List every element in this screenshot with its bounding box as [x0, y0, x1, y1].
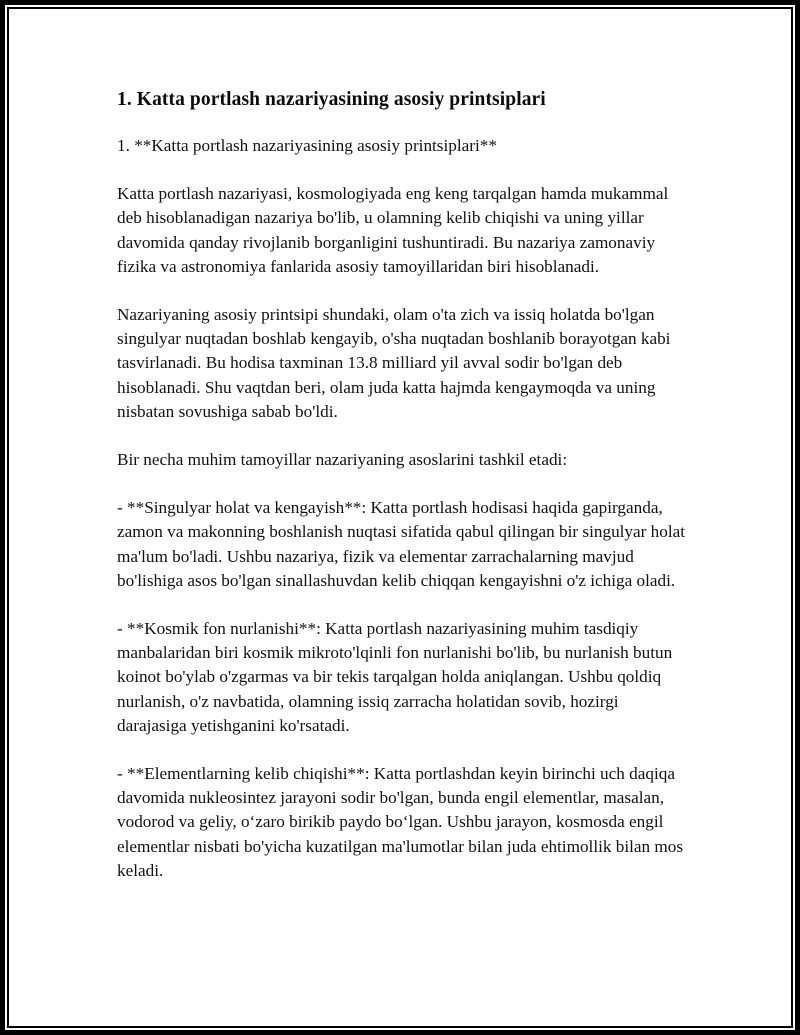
paragraph-list-lead-in: Bir necha muhim tamoyillar nazariyaning asoslarini tashkil etadi: — [117, 450, 568, 470]
list-item-singularity: - **Singulyar holat va kengayish**: Katta portlash hodisasi haqida gapirganda, zamon va makonning boshlanish nuqtasi sifatida qabul qilingan bir singulyar holat ma'lum bo'ladi. Ushbu nazariya, fizik va elementar zarrachalarning mavjud bo'lishiga asos bo'lgan sinallashuvdan kelib chiqqan kengayishni o'z ichiga oladi. — [117, 498, 686, 590]
spacer — [117, 158, 689, 182]
list-item-element-origins: - **Elementlarning kelib chiqishi**: Katta portlashdan keyin birinchi uch daqiqa davomida nukleosintez jarayoni sodir bo'lgan, bunda engil elementlar, masalan, vodorod va geliy, o‘zaro birikib paydo bo‘lgan. Ushbu jarayon, kosmosda engil elementlar nisbati bo'yicha kuzatilgan ma'lumotlar bilan juda ehtimollik bilan mos keladi. — [117, 764, 684, 880]
list-item-cosmic-background: - **Kosmik fon nurlanishi**: Katta portlash nazariyasining muhim tasdiqiy manbalaridan biri kosmik mikroto'lqinli fon nurlanishi bo'lib, bu nurlanish butun koinot bo'ylab o'zgarmas va bir tekis tarqalgan holda aniqlangan. Ushbu qoldiq nurlanish, o'z navbatida, olamning issiq zarracha holatidan sovib, hozirgi darajasiga yetishganini ko'rsatadi. — [117, 619, 673, 735]
page-title: 1. Katta portlash nazariyasining asosiy printsiplari — [117, 89, 546, 110]
paragraph-heading-echo: 1. **Katta portlash nazariyasining asosiy printsiplari** — [117, 136, 497, 155]
document-text-column — [117, 87, 689, 883]
spacer — [117, 113, 689, 134]
spacer — [117, 472, 689, 496]
spacer — [117, 279, 689, 303]
paragraph-principle-core: Nazariyaning asosiy printsipi shundaki, olam o'ta zich va issiq holatda bo'lgan singulyar nuqtadan boshlab kengayib, o'sha nuqtadan boshlanib borayotgan kabi tasvirlanadi. Bu hodisa taxminan 13.8 milliard yil avval sodir bo'lgan deb hisoblanadi. Shu vaqtdan beri, olam juda katta hajmda kengaymoqda va uning nisbatan sovushiga sabab bo'ldi. — [117, 305, 671, 421]
spacer — [117, 738, 689, 762]
spacer — [117, 424, 689, 448]
scan-border-gap — [5, 5, 795, 1030]
document-page — [7, 7, 793, 1028]
spacer — [117, 593, 689, 617]
paragraph-intro: Katta portlash nazariyasi, kosmologiyada eng keng tarqalgan hamda mukammal deb hisoblanadigan nazariya bo'lib, u olamning kelib chiqishi va uning yillar davomida qanday rivojlanib borganligini tushuntiradi. Bu nazariya zamonaviy fizika va astronomiya fanlarida asosiy tamoyillaridan biri hisoblanadi. — [117, 184, 669, 276]
